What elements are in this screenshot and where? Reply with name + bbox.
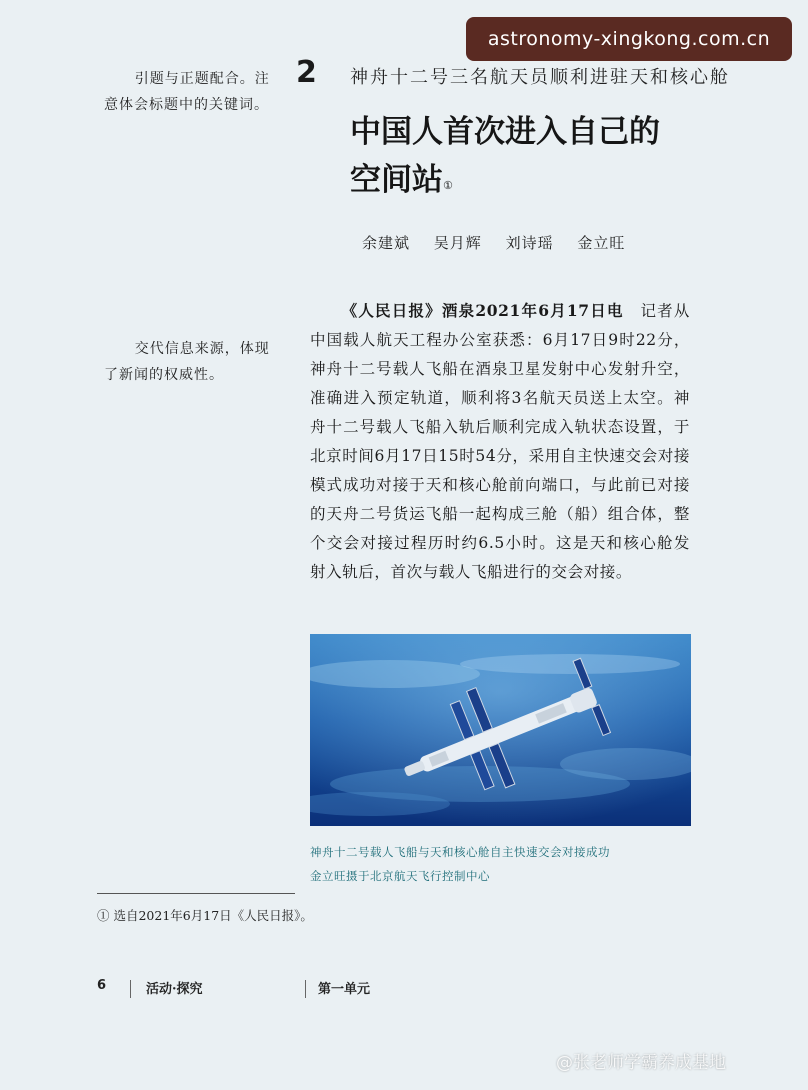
footnote-divider bbox=[97, 893, 295, 894]
main-title bbox=[350, 108, 690, 204]
author-watermark: @张老师学霸养成基地 bbox=[556, 1053, 726, 1073]
lesson-number: 2 bbox=[296, 55, 317, 90]
caption-line: 神舟十二号载人飞船与天和核心舱自主快速交会对接成功 bbox=[310, 845, 610, 859]
author-name: 吴月辉 bbox=[433, 234, 482, 252]
main-title-line1: 中国人首次进入自己的 bbox=[350, 114, 660, 150]
intro-title: 神舟十二号三名航天员顺利进驻天和核心舱 bbox=[350, 67, 730, 88]
author-name: 余建斌 bbox=[362, 234, 411, 252]
main-title-line2 bbox=[350, 156, 690, 204]
site-watermark: astronomy-xingkong.com.cn bbox=[466, 17, 792, 61]
author-list bbox=[362, 232, 643, 253]
author-name: 金立旺 bbox=[577, 234, 626, 252]
footnote-mark: ① bbox=[443, 179, 453, 192]
space-station-photo bbox=[310, 634, 691, 826]
photo-caption bbox=[310, 840, 710, 888]
margin-note-title: 引题与正题配合。注意体会标题中的关键词。 bbox=[104, 71, 270, 113]
folio-divider bbox=[130, 980, 131, 998]
page-number: 6 bbox=[97, 978, 107, 993]
main-title-line2-text: 空间站 bbox=[350, 162, 443, 198]
article-body bbox=[310, 296, 690, 587]
space-station-image bbox=[310, 634, 691, 826]
margin-note-source: 交代信息来源，体现了新闻的权威性。 bbox=[104, 341, 270, 383]
section-label: 活动·探究 bbox=[146, 982, 203, 997]
folio-divider bbox=[305, 980, 306, 998]
article-dateline: 《人民日报》酒泉2021年6月17日电 bbox=[341, 301, 624, 320]
caption-credit: 金立旺摄于北京航天飞行控制中心 bbox=[310, 869, 490, 883]
unit-label: 第一单元 bbox=[318, 982, 371, 997]
article-text: 记者从中国载人航天工程办公室获悉：6月17日9时22分，神舟十二号载人飞船在酒泉卫星发射中心发射升空，准确进入预定轨道，顺利将3名航天员送上太空。神舟十二号载人飞船入轨后顺利完成入轨状态设置，于北京时间6月17日15时54分，采用自主快速交会对接模式成功对接于天和核心舱前向端口，与此前已对接的天舟二号货运飞船一起构成三舱（船）组合体，整个交会对接过程历时约6.5小时。这是天和核心舱发射入轨后，首次与载人飞船进行的交会对接。 bbox=[310, 302, 690, 581]
author-name: 刘诗瑶 bbox=[505, 234, 554, 252]
footnote: ① 选自2021年6月17日《人民日报》。 bbox=[97, 908, 313, 923]
